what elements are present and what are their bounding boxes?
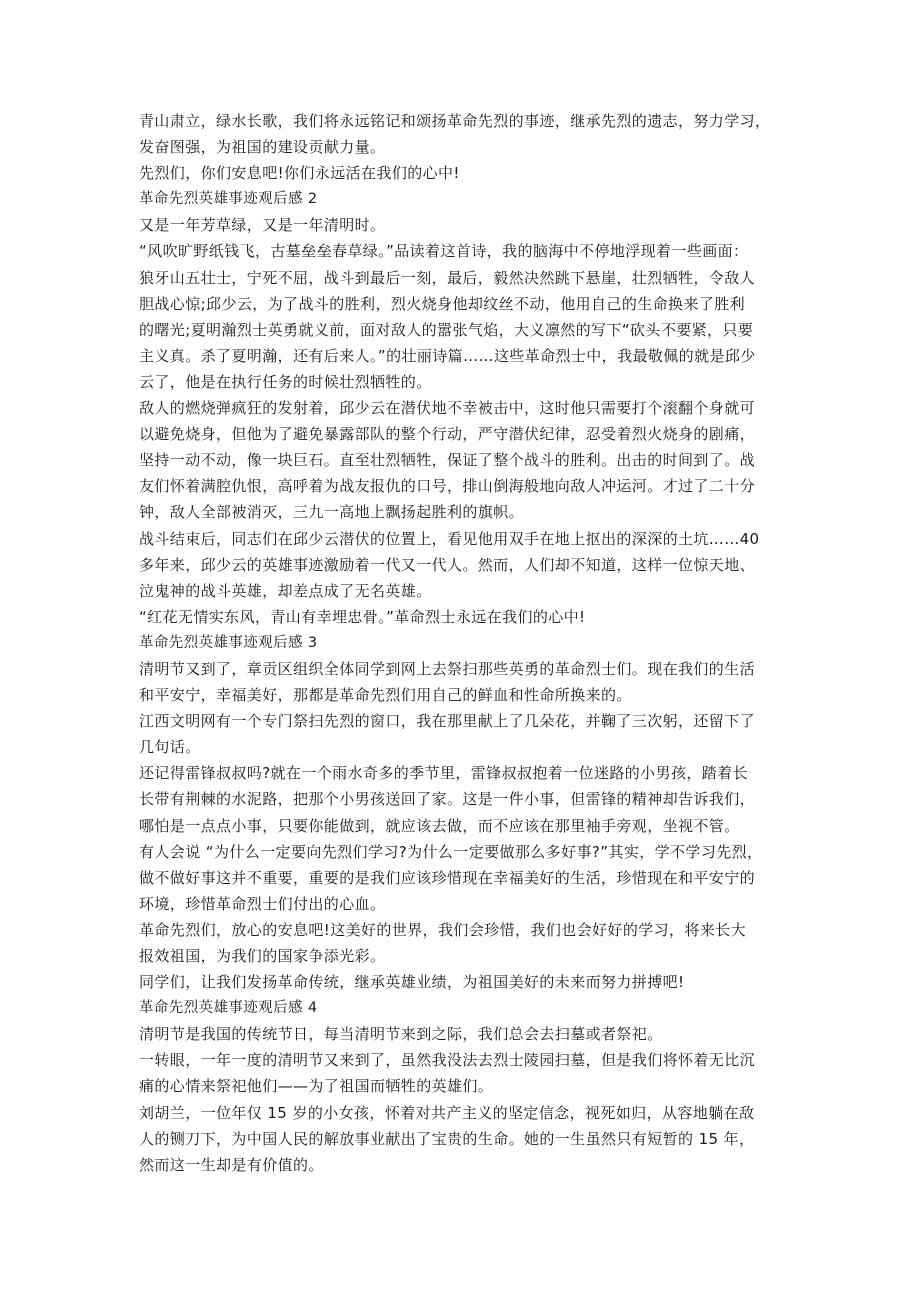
text-line: 先烈们，你们安息吧!你们永远活在我们的心中! [139, 164, 460, 183]
text-line: 胆战心惊;邱少云，为了战斗的胜利，烈火烧身他却纹丝不动，他用自己的生命换来了胜利 [139, 294, 746, 313]
text-line: 革命先烈们，放心的安息吧!这美好的世界，我们会珍惜，我们也会好好的学习，将来长大 [139, 920, 747, 939]
section-heading: 革命先烈英雄事迹观后感 2 [139, 191, 318, 208]
text-line: 主义真。杀了夏明瀚，还有后来人。”的壮丽诗篇……这些革命烈士中，我最敬佩的就是邱少 [139, 346, 756, 365]
text-line: 多年来，邱少云的英雄事迹激励着一代又一代人。然而，人们却不知道，这样一位惊天地、 [139, 555, 756, 574]
text-line: 做不做好事这并不重要，重要的是我们应该珍惜现在幸福美好的生活，珍惜现在和平安宁的 [139, 868, 756, 887]
text-line: 友们怀着满腔仇恨，高呼着为战友报仇的口号，排山倒海般地向敌人冲运河。才过了二十分 [139, 477, 756, 496]
document-body [139, 108, 803, 1178]
text-line: 战斗结束后，同志们在邱少云潜伏的位置上，看见他用双手在地上抠出的深深的土坑……40 [139, 529, 760, 548]
text-line: 还记得雷锋叔叔吗?就在一个雨水奇多的季节里，雷锋叔叔抱着一位迷路的小男孩，踏着长 [139, 764, 748, 783]
text-line: 人的铡刀下，为中国人民的解放事业献出了宝贵的生命。她的一生虽然只有短暂的 15 年， [139, 1129, 755, 1148]
text-line: 长带有荆棘的水泥路，把那个小男孩送回了家。这是一件小事，但雷锋的精神却告诉我们， [139, 790, 756, 809]
text-line: “风吹旷野纸钱飞，古墓垒垒春草绿。”品读着这首诗，我的脑海中不停地浮现着一些画面： [139, 242, 749, 261]
text-line: 哪怕是一点点小事，只要你能做到，就应该去做，而不应该在那里袖手旁观，坐视不管。 [139, 816, 740, 835]
text-line: 和平安宁，幸福美好，那都是革命先烈们用自己的鲜血和性命所换来的。 [139, 686, 632, 705]
text-line: 云了，他是在执行任务的时候壮烈牺牲的。 [139, 372, 432, 391]
text-line: 刘胡兰，一位年仅 15 岁的小女孩，怀着对共产主义的坚定信念，视死如归，从容地躺在敌 [139, 1103, 755, 1122]
text-line: 报效祖国，为我们的国家争添光彩。 [139, 947, 386, 965]
text-line: 环境，珍惜革命烈士们付出的心血。 [139, 894, 386, 913]
text-line: “红花无情实东风，青山有幸埋忠骨。”革命烈士永远在我们的心中! [139, 607, 586, 626]
text-line: 又是一年芳草绿，又是一年清明时。 [139, 216, 386, 235]
text-line: 钟，敌人全部被消灭，三九一高地上飘扬起胜利的旗帜。 [139, 503, 525, 522]
text-line: 痛的心情来祭祀他们——为了祖国而牺牲的英雄们。 [139, 1077, 494, 1096]
text-line: 以避免烧身，但他为了避免暴露部队的整个行动，严守潜伏纪律，忍受着烈火烧身的剧痛， [139, 425, 756, 444]
text-line: 有人会说 “为什么一定要向先烈们学习?为什么一定要做那么多好事?”其实，学不学习先烈， [139, 842, 763, 861]
section-heading: 革命先烈英雄事迹观后感 4 [139, 1000, 318, 1017]
text-line: 一转眼，一年一度的清明节又来到了，虽然我没法去烈士陵园扫墓，但是我们将怀着无比沉 [139, 1051, 756, 1070]
text-line: 的曙光;夏明瀚烈士英勇就义前，面对敌人的嚣张气焰，大义凛然的写下“砍头不要紧，只要 [139, 320, 754, 339]
text-line: 然而这一生却是有价值的。 [139, 1155, 324, 1174]
text-line: 江西文明网有一个专门祭扫先烈的窗口，我在那里献上了几朵花，并鞠了三次躬，还留下了 [139, 712, 756, 731]
text-line: 清明节又到了，章贡区组织全体同学到网上去祭扫那些英勇的革命烈士们。现在我们的生活 [139, 659, 756, 678]
text-line: 发奋图强，为祖国的建设贡献力量。 [139, 138, 386, 157]
text-line: 同学们，让我们发扬革命传统，继承英雄业绩，为祖国美好的未来而努力拼搏吧! [139, 973, 685, 992]
text-line: 狼牙山五壮士，宁死不屈，战斗到最后一刻，最后，毅然决然跳下悬崖，壮烈牺牲，令敌人 [139, 268, 756, 287]
text-line: 泣鬼神的战斗英雄，却差点成了无名英雄。 [139, 581, 432, 600]
text-line: 青山肃立，绿水长歌，我们将永远铭记和颂扬革命先烈的事迹，继承先烈的遗志，努力学习， [139, 112, 771, 130]
text-line: 几句话。 [139, 738, 201, 757]
text-line: 敌人的燃烧弹疯狂的发射着，邱少云在潜伏地不幸被击中，这时他只需要打个滚翻个身就可 [139, 399, 756, 418]
text-line: 坚持一动不动，像一块巨石。直至壮烈牺牲，保证了整个战斗的胜利。出击的时间到了。战 [139, 451, 756, 470]
section-heading: 革命先烈英雄事迹观后感 3 [139, 634, 318, 651]
text-line: 清明节是我国的传统节日，每当清明节来到之际，我们总会去扫墓或者祭祀。 [139, 1025, 663, 1044]
